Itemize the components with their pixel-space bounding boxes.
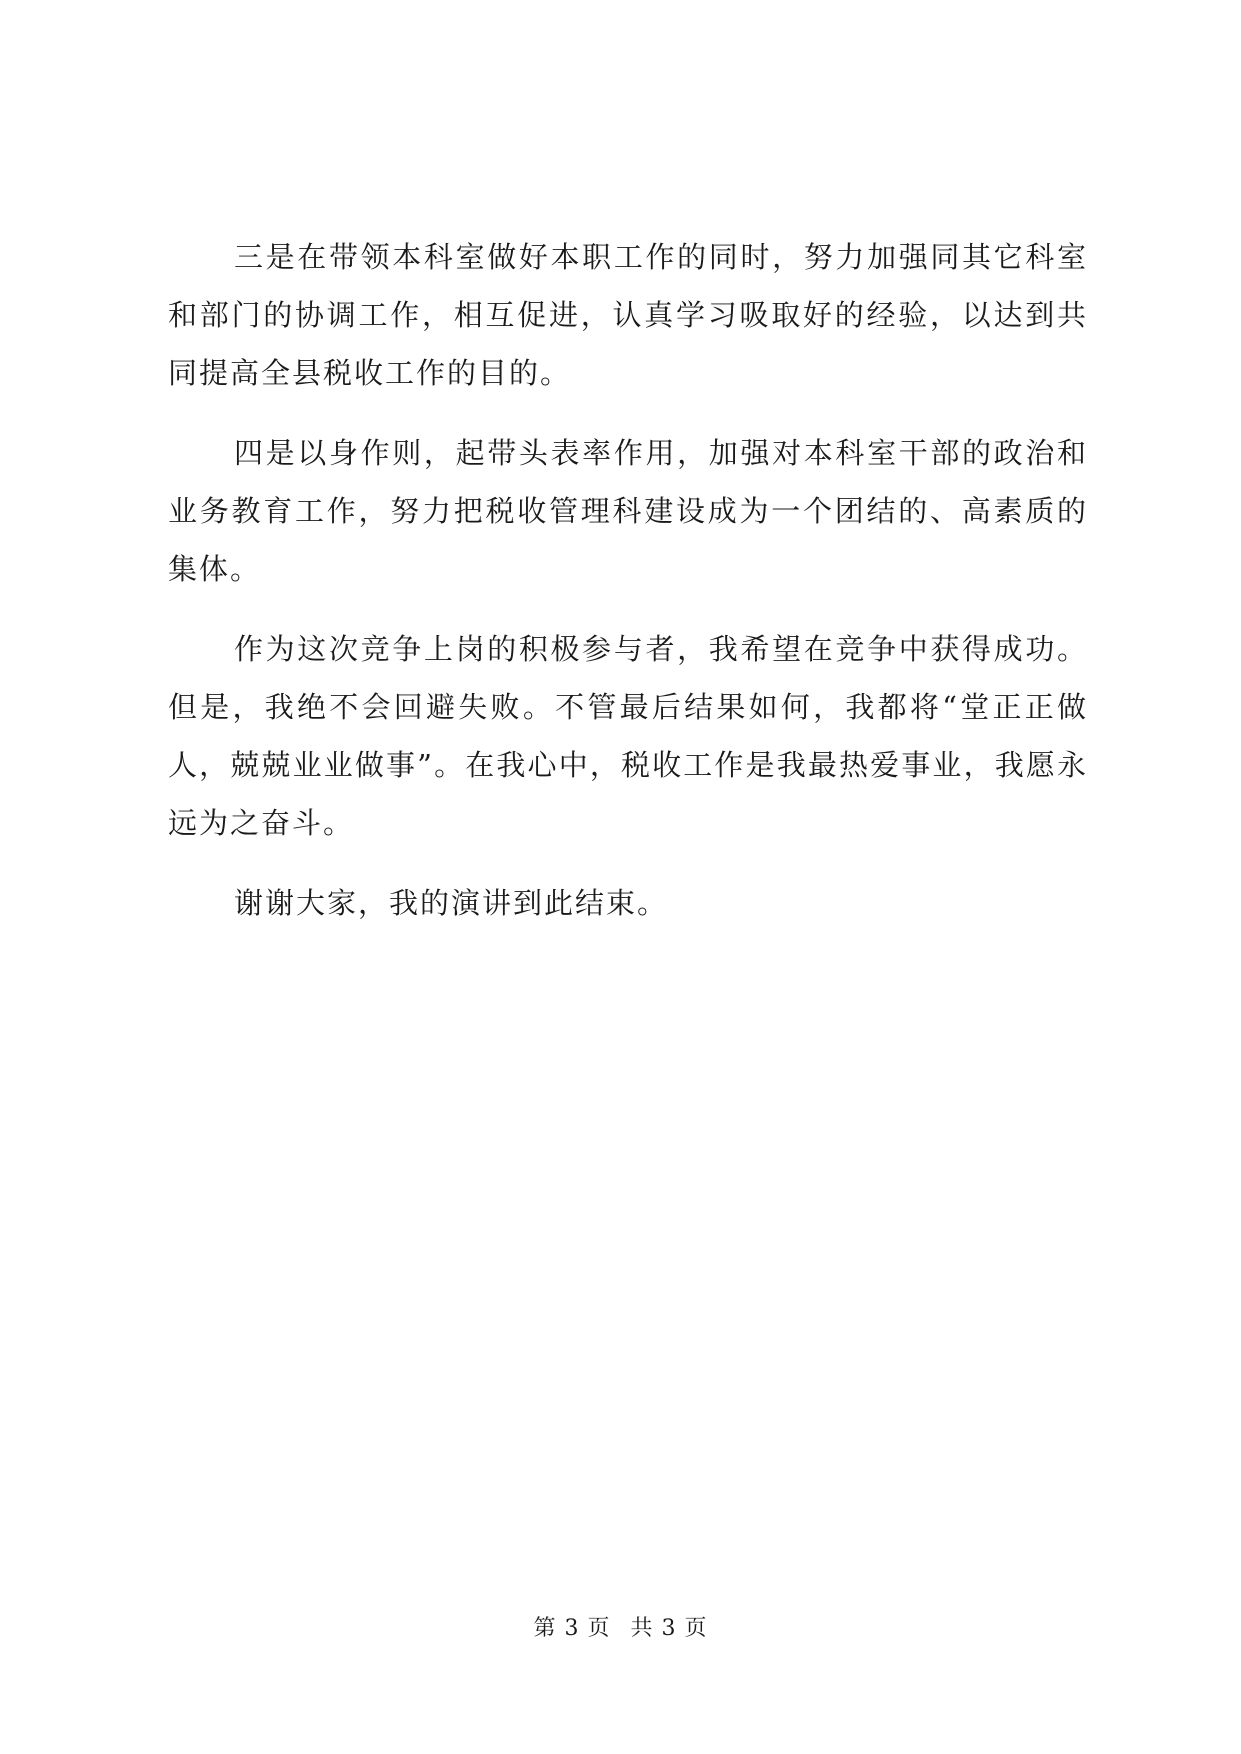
page-number-total: 共 3 页 — [630, 1616, 708, 1641]
paragraph-1: 三是在带领本科室做好本职工作的同时，努力加强同其它科室和部门的协调工作，相互促进，认真学习吸取好的经验，以达到共同提高全县税收工作的目的。 — [168, 240, 1088, 390]
paragraph-2: 四是以身作则，起带头表率作用，加强对本科室干部的政治和业务教育工作，努力把税收管理科建设成为一个团结的、高素质的集体。 — [168, 436, 1088, 586]
page-footer — [0, 1614, 1241, 1644]
paragraph-3: 作为这次竞争上岗的积极参与者，我希望在竞争中获得成功。但是，我绝不会回避失败。不管最后结果如何，我都将“堂正正做人，兢兢业业做事”。在我心中，税收工作是我最热爱事业，我愿永远为之奋斗。 — [168, 632, 1088, 840]
page-number-current: 第 3 页 — [533, 1616, 611, 1641]
paragraph-4: 谢谢大家，我的演讲到此结束。 — [234, 886, 669, 920]
document-body — [168, 228, 1088, 954]
